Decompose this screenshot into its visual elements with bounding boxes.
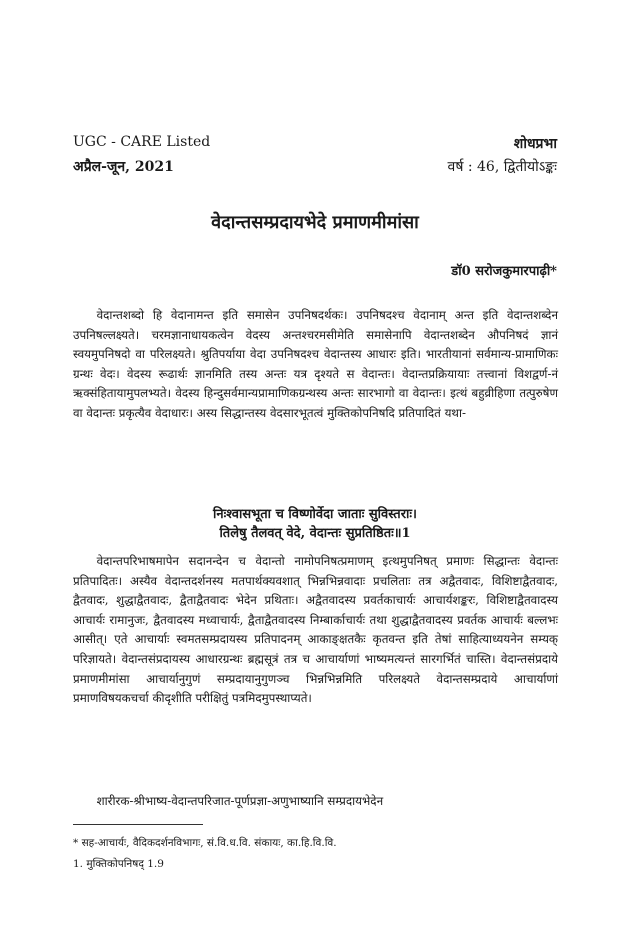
journal-listing: UGC - CARE Listed bbox=[73, 134, 211, 150]
issue-date: अप्रैल-जून, 2021 bbox=[73, 159, 174, 175]
body-paragraph-3: शारीरक-श्रीभाष्य-वेदान्तपरिजात-पूर्णप्रज्ञा-अणुभाष्यानि सम्प्रदायभेदेन bbox=[96, 794, 384, 808]
footnote-1: 1. मुक्तिकोपनिषद् 1.9 bbox=[73, 858, 164, 870]
footnote-divider bbox=[73, 824, 203, 825]
footnote-author: * सह-आचार्यः, वैदिकदर्शनविभागः, सं.वि.ध.वि. संकायः, का.हि.वि.वि. bbox=[73, 837, 337, 849]
verse-quote bbox=[0, 505, 630, 543]
body-paragraph-2: वेदान्तपरिभाषमापेन सदानन्देन च वेदान्तो नामोपनिषत्प्रमाणम् इत्थमुपनिषत् प्रमाणः सिद्धान्तः वेदान्तः प्रतिपादितः। अस्यैव वेदान्तदर्शनस्य मतपार्थक्यवशात् भिन्नभिन्नवादाः प्रचलिताः तत्र अद्वैतवादः, विशिष्टाद्वैतवादः, द्वैतवादः, शुद्धाद्वैतवादः, द्वैताद्वैतवादः भेदेन प्रथिताः। अद्वैतवादस्य प्रवर्तकाचार्यः आचार्यशङ्करः, विशिष्टाद्वैतवादस्य आचार्यः रामानुजः, द्वैतवादस्य मध्वाचार्यः, द्वैताद्वैतवादस्य निम्बार्काचार्यः तथा शुद्धाद्वैतवादस्य प्रवर्तक आचार्यः बल्लभः आसीत्। एते आचार्याः स्वमतसम्प्रदायस्य प्रतिपादनम् आकाङ्क्षतकैः कृतवन्त इति तेषां साहित्याध्ययनेन सम्यक् परिज्ञायते। वेदान्तसंप्रदायस्य आधारग्रन्थः ब्रह्मसूत्रं तत्र च आचार्याणां भाष्यमत्यन्तं सारगर्भितं चास्ति। वेदान्तसंप्रदाये प्रमाणमीमांसा आचार्यानुगुणं सम्प्रदायानुगुणञ्च भिन्नभिन्नमिति परिलक्ष्यते वेदान्तसम्प्रदाये आचार्याणां प्रमाणविषयकचर्चा कीदृशीति परीक्षितुं पत्रमिदमुपस्थाप्यते। bbox=[73, 554, 558, 706]
verse-line-2: तिलेषु तैलवत् वेदे, वेदान्तः सुप्रतिष्ठितः॥1 bbox=[219, 526, 411, 541]
body-paragraph-1: वेदान्तशब्दो हि वेदानामन्त इति समासेन उपनिषदर्थकः। उपनिषदश्च वेदानाम् अन्त इति वेदान्तशब्देन उपनिषल्लक्ष्यते। चरमज्ञानाधायकत्वेन वेदस्य अन्तश्चरमसीमेति समासेनापि वेदान्तशब्देन औपनिषदं ज्ञानं स्वयमुपनिषदो वा परिलक्ष्यते। श्रुतिपर्याया वेदा उपनिषदश्च वेदान्तस्य आधारः इति। भारतीयानां सर्वमान्य-प्रामाणिकः ग्रन्थः वेदः। वेदस्य रूढार्थः ज्ञानमिति तस्य अन्तः यत्र दृश्यते स वेदान्तः। वेदान्तप्रक्रियायाः तत्त्वानां विशद्वर्ण-नं ऋक्संहितायामुपलभ्यते। वेदस्य हिन्दुसर्वमान्यप्रामाणिकग्रन्थस्य अन्तः सारभागो वा वेदान्तः। इत्थं बहुव्रीहिणा तत्पुरुषेण वा वेदान्तः प्रकृत्यैव वेदाधारः। अस्य सिद्धान्तस्य वेदसारभूतत्वं मुक्तिकोपनिषदि प्रतिपादितं यथा- bbox=[73, 308, 558, 420]
journal-name: शोधप्रभा bbox=[513, 136, 557, 152]
author-name: डॉ0 सरोजकुमारपाढ़ी* bbox=[451, 264, 557, 279]
verse-line-1: निःश्वासभूता च विष्णोर्वेदा जाताः सुविस्तराः। bbox=[213, 507, 417, 522]
article-title: वेदान्तसम्प्रदायभेदे प्रमाणमीमांसा bbox=[211, 212, 419, 233]
volume-issue: वर्ष : 46, द्वितीयोऽङ्कः bbox=[447, 159, 557, 175]
